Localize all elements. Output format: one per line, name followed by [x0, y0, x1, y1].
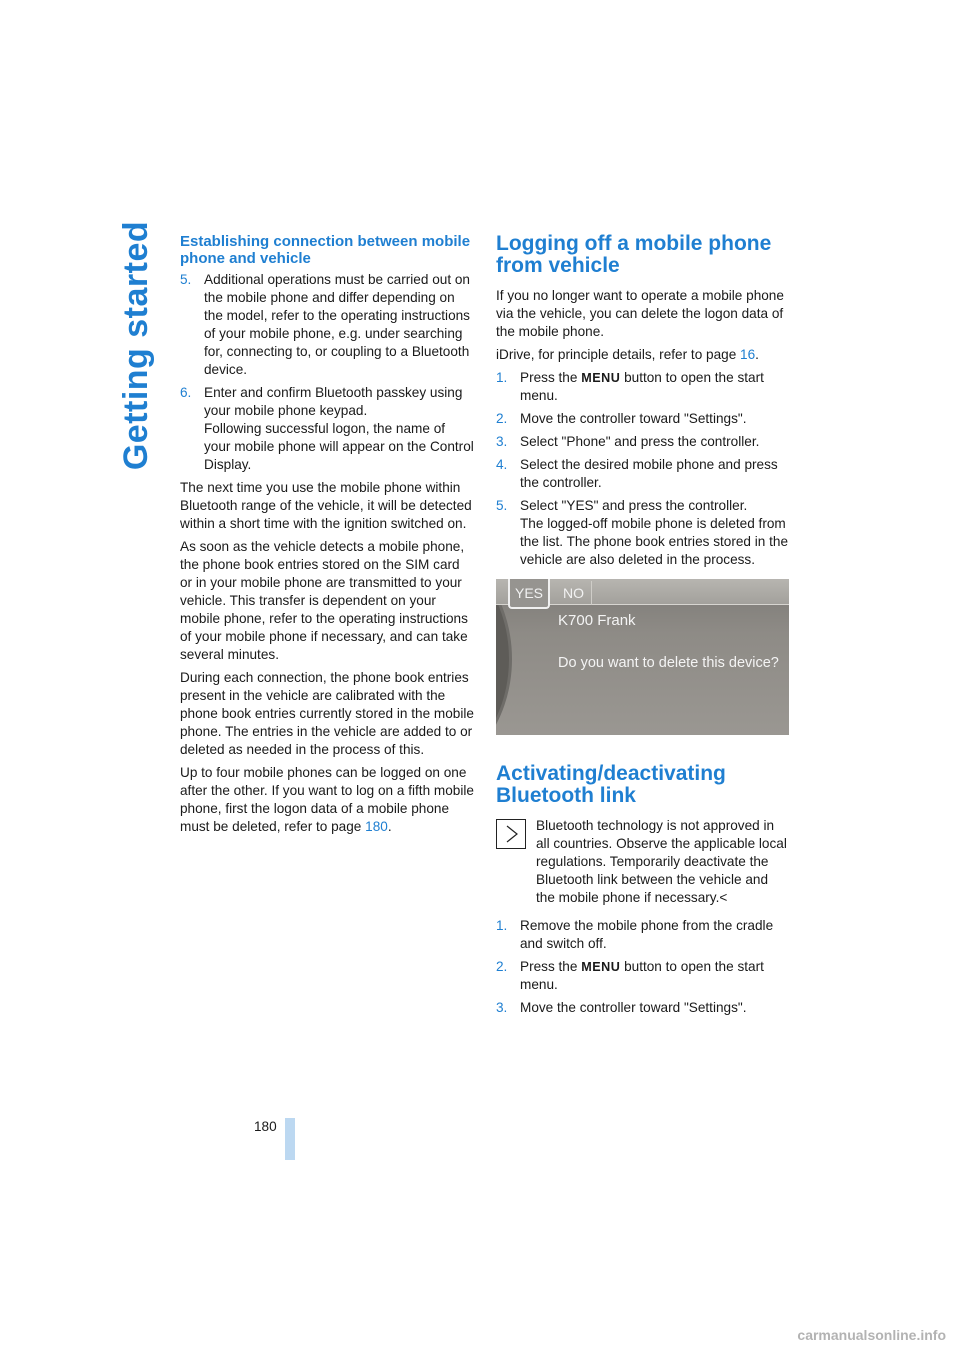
paragraph: If you no longer want to operate a mobile phone via the vehicle, you can delete the logon data of the mobile phone. — [496, 288, 784, 339]
left-column — [180, 233, 474, 841]
step-text-block — [204, 384, 474, 474]
step-number: 2. — [496, 411, 508, 426]
watermark: carmanualsonline.info — [797, 1327, 946, 1343]
list-item — [496, 369, 790, 405]
step-number: 3. — [496, 434, 508, 449]
paragraph-with-link — [496, 346, 790, 364]
step-number: 1. — [496, 370, 508, 385]
device-name: K700 Frank — [558, 612, 636, 629]
page-number: 180 — [254, 1119, 277, 1134]
step-text-followup: Following successful logon, the name of your mobile phone will appear on the Control Display. — [204, 421, 474, 472]
logoff-steps — [496, 369, 790, 569]
paragraph-with-link — [180, 764, 474, 836]
step-text: Select the desired mobile phone and press the controller. — [520, 457, 778, 490]
note-text-block — [536, 817, 790, 907]
note-text: Bluetooth technology is not approved in all countries. Observe the applicable local regulations. Temporarily deactivate the Bluetooth link between the vehicle and the mobile phone if necessary. — [536, 818, 787, 905]
list-item — [496, 497, 790, 569]
bluetooth-steps — [496, 917, 790, 1017]
step-text: Move the controller toward "Settings". — [520, 1000, 747, 1015]
paragraph-text: iDrive, for principle details, refer to page — [496, 347, 741, 362]
page-link[interactable]: 180 — [365, 819, 388, 834]
step-number: 5. — [180, 272, 192, 287]
step-text: Press the — [520, 959, 582, 974]
note-block — [496, 817, 790, 912]
menu-button-glyph: MENU — [581, 371, 621, 385]
control-display-screenshot — [496, 579, 789, 735]
step-number: 6. — [180, 385, 192, 400]
menu-button-glyph: MENU — [581, 960, 621, 974]
note-end-mark: < — [719, 890, 728, 905]
page-marker-bar — [285, 1118, 295, 1160]
step-number: 2. — [496, 959, 508, 974]
right-column — [496, 233, 790, 1022]
paragraph: As soon as the vehicle detects a mobile phone, the phone book entries stored on the SIM card or in your mobile phone are transmitted to your vehicle. This transfer is dependent on your mobile phone, refer to the operating instructions of your mobile phone if necessary, and can take several minutes. — [180, 539, 468, 662]
step-text: Press the — [520, 370, 582, 385]
paragraph-end: . — [387, 819, 392, 834]
paragraph: During each connection, the phone book entries present in the vehicle are calibrated with the phone book entries currently stored in the mobile phone. The entries in the vehicle are added to or deleted as needed in the process of this. — [180, 670, 474, 757]
step-text: Additional operations must be carried out on the mobile phone and differ depending on the model, refer to the operating instructions of your mobile phone, e.g. under searching for, connecting to, or coupling to a Bluetooth device. — [204, 272, 470, 377]
step-text: Remove the mobile phone from the cradle and switch off. — [520, 918, 774, 951]
list-item — [496, 456, 790, 492]
step-text: Select "Phone" and press the controller. — [520, 434, 760, 449]
no-button[interactable]: NO — [556, 581, 592, 605]
step-text-block — [520, 369, 790, 405]
list-item — [180, 384, 474, 474]
left-steps — [180, 271, 474, 474]
paragraph: The next time you use the mobile phone within Bluetooth range of the vehicle, it will be detected within a short time with the ignition switched on. — [180, 480, 472, 531]
step-text: Enter and confirm Bluetooth passkey using your mobile phone keypad. — [204, 385, 463, 418]
list-item — [180, 271, 474, 379]
step-text-block — [520, 497, 790, 569]
step-text: button to open the start menu. — [520, 959, 764, 992]
section-heading: Activating/deactivating Bluetooth link — [496, 762, 726, 807]
step-number: 4. — [496, 457, 508, 472]
paragraph-end: . — [755, 347, 759, 362]
step-text: Select "YES" and press the controller. — [520, 498, 748, 513]
list-item — [496, 958, 790, 994]
list-item — [496, 999, 790, 1017]
step-text: button to open the start menu. — [520, 370, 764, 403]
step-number: 1. — [496, 918, 508, 933]
delete-question: Do you want to delete this device? — [558, 655, 779, 671]
section-tab — [117, 220, 156, 470]
yes-button[interactable]: YES — [508, 579, 550, 609]
list-item — [496, 433, 790, 451]
step-number: 3. — [496, 1000, 508, 1015]
section-tab-label: Getting started — [117, 220, 156, 470]
step-text-block — [520, 958, 790, 994]
section-heading: Logging off a mobile phone from vehicle — [496, 232, 772, 277]
list-item — [496, 410, 790, 428]
list-item — [496, 917, 790, 953]
subsection-heading: Establishing connection between mobile phone and vehicle — [180, 233, 471, 267]
step-number: 5. — [496, 498, 508, 513]
note-arrow-icon — [496, 819, 526, 849]
paragraph-text: Up to four mobile phones can be logged on one after the other. If you want to log on a fifth mobile phone, first the logon data of a mobile phone must be deleted, refer to page — [180, 765, 474, 834]
step-text: Move the controller toward "Settings". — [520, 411, 747, 426]
step-text-followup: The logged-off mobile phone is deleted from the list. The phone book entries stored in the vehicle are also deleted in the process. — [520, 516, 789, 567]
page-link[interactable]: 16 — [740, 347, 756, 362]
